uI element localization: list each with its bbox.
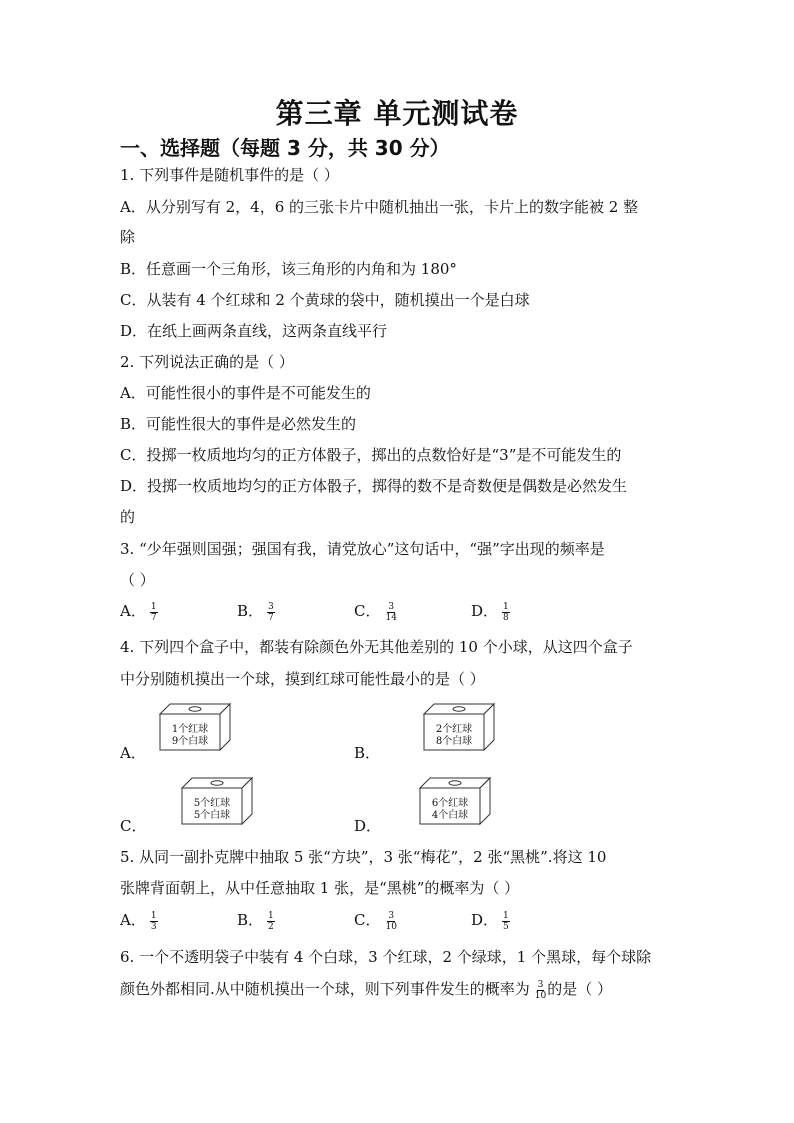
q3-stem-cont: （ ） xyxy=(120,571,155,589)
q4-box-a xyxy=(158,702,234,752)
q2-option-d: D．投掷一枚质地均匀的正方体骰子，掷得的数不是奇数便是偶数是必然发生 xyxy=(120,477,628,495)
q6-stem: 6. 一个不透明袋子中装有 4 个白球，3 个红球，2 个绿球，1 个黑球，每个球除 xyxy=(120,948,652,966)
q5-stem-cont: 张牌背面朝上，从中任意抽取 1 张，是“黑桃”的概率为（ ） xyxy=(120,879,520,897)
fraction: $\frac{3}{10}$ xyxy=(534,979,547,1001)
q3-option-c: C． $\frac{3}{14}$ xyxy=(354,601,397,623)
q2-stem: 2. 下列说法正确的是（ ） xyxy=(120,353,294,371)
fraction: $\frac{3}{14}$ xyxy=(385,601,397,623)
fraction: $\frac{1}{2}$ xyxy=(268,910,274,932)
section-heading: 一、选择题（每题 3 分，共 30 分） xyxy=(120,136,450,160)
q5-option-d: D． $\frac{1}{5}$ xyxy=(471,910,509,932)
fraction: $\frac{3}{10}$ xyxy=(385,910,397,932)
q4-stem-cont: 中分别随机摸出一个球，摸到红球可能性最小的是（ ） xyxy=(120,670,485,688)
q1-option-a-cont: 除 xyxy=(120,228,136,246)
q4-box-d-text: 6个红球 4个白球 xyxy=(431,798,469,821)
q1-option-d: D．在纸上画两条直线，这两条直线平行 xyxy=(120,322,388,340)
page-title: 第三章 单元测试卷 xyxy=(275,97,519,130)
q6-stem-cont: 颜色外都相同.从中随机摸出一个球，则下列事件发生的概率为 $\frac{3}{10}$ 的是（ ） xyxy=(120,979,613,1001)
q4-stem: 4. 下列四个盒子中，都装有除颜色外无其他差别的 10 个小球，从这四个盒子 xyxy=(120,638,633,656)
q4-option-c-label: C． xyxy=(120,817,147,835)
q4-box-c xyxy=(180,776,256,826)
q1-option-c: C．从装有 4 个红球和 2 个黄球的袋中，随机摸出一个是白球 xyxy=(120,291,530,309)
q4-option-b-label: B． xyxy=(354,744,381,762)
q1-option-b: B．任意画一个三角形，该三角形的内角和为 180° xyxy=(120,260,457,278)
q4-box-a-text: 1个红球 9个白球 xyxy=(171,724,209,747)
q5-option-c: C． $\frac{3}{10}$ xyxy=(354,910,397,932)
q5-option-b: B． $\frac{1}{2}$ xyxy=(237,910,274,932)
q5-stem: 5. 从同一副扑克牌中抽取 5 张“方块”，3 张“梅花”，2 张“黑桃”.将这 10 xyxy=(120,848,607,866)
fraction: $\frac{3}{7}$ xyxy=(268,601,274,623)
fraction: $\frac{1}{3}$ xyxy=(150,910,157,932)
q4-box-c-text: 5个红球 5个白球 xyxy=(193,798,231,821)
q4-box-d xyxy=(418,776,494,826)
q3-option-d: D． $\frac{1}{8}$ xyxy=(471,601,509,623)
q1-stem: 1. 下列事件是随机事件的是（ ） xyxy=(120,166,339,184)
fraction: $\frac{1}{8}$ xyxy=(503,601,509,623)
q1-option-a: A．从分别写有 2，4，6 的三张卡片中随机抽出一张，卡片上的数字能被 2 整 xyxy=(120,198,639,216)
q4-box-b-text: 2个红球 8个白球 xyxy=(435,724,473,747)
q2-option-c: C．投掷一枚质地均匀的正方体骰子，掷出的点数恰好是“3”是不可能发生的 xyxy=(120,446,622,464)
q4-option-d-label: D． xyxy=(354,817,382,835)
fraction: $\frac{1}{5}$ xyxy=(503,910,509,932)
q4-box-b xyxy=(422,702,498,752)
q3-option-b: B． $\frac{3}{7}$ xyxy=(237,601,274,623)
q2-option-a: A．可能性很小的事件是不可能发生的 xyxy=(120,384,371,402)
q2-option-d-cont: 的 xyxy=(120,508,136,526)
q5-option-a: A． $\frac{1}{3}$ xyxy=(120,910,157,932)
q4-option-a-label: A． xyxy=(120,744,146,762)
q3-option-a: A． $\frac{1}{7}$ xyxy=(120,601,157,623)
fraction: $\frac{1}{7}$ xyxy=(150,601,157,623)
q3-stem: 3. “少年强则国强；强国有我，请党放心”这句话中，“强”字出现的频率是 xyxy=(120,540,605,558)
q2-option-b: B．可能性很大的事件是必然发生的 xyxy=(120,415,357,433)
